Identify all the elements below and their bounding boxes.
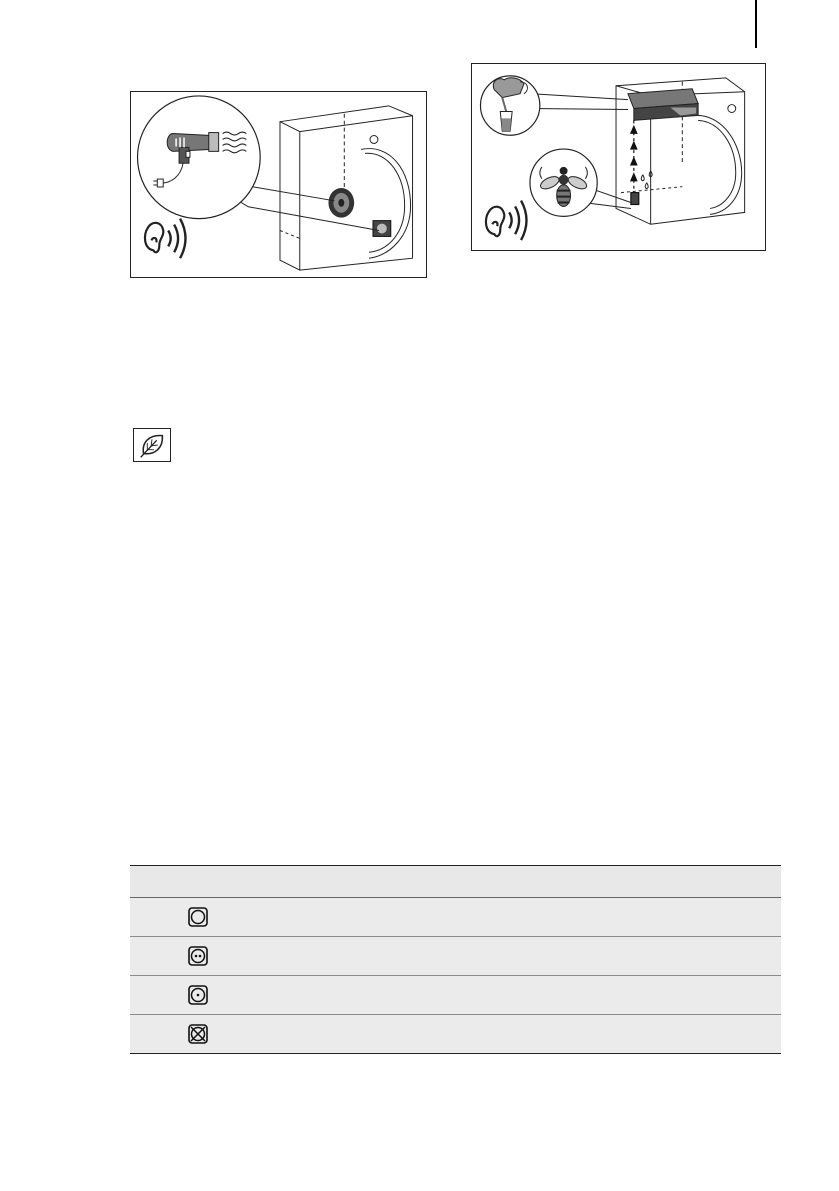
tumble-dry-two-dots-icon [188, 946, 208, 966]
water-container-illustration [472, 64, 765, 250]
table-header-cell [328, 866, 781, 898]
table-cell [328, 898, 781, 937]
tumble-dry-one-dot-icon [188, 985, 208, 1005]
sound-waves-icon [168, 219, 185, 259]
leaf-icon [134, 429, 170, 461]
water-container [628, 89, 698, 121]
table-cell [328, 937, 781, 976]
table-header-cell [130, 866, 328, 898]
table-cell [328, 1015, 781, 1054]
eco-tip-box [133, 428, 171, 462]
table-header-row [130, 866, 781, 898]
tumble-dry-icon [188, 907, 208, 927]
do-not-tumble-dry-icon [188, 1024, 208, 1044]
table-cell [328, 976, 781, 1015]
margin-rule [755, 0, 757, 48]
figure-dryer-heat-pump [130, 91, 427, 278]
ear-icon [145, 223, 163, 252]
ear-icon [486, 207, 504, 236]
glass-icon [500, 111, 512, 131]
table-row [130, 937, 781, 976]
dryer-noise-illustration [131, 92, 426, 277]
care-symbols-table [130, 865, 781, 1054]
table-row [130, 898, 781, 937]
table-row [130, 1015, 781, 1054]
dryer-appliance [280, 106, 413, 270]
callout-bubble [138, 96, 261, 219]
table-row [130, 976, 781, 1015]
figure-dryer-water-container [471, 63, 766, 251]
sound-waves-icon [509, 201, 526, 241]
